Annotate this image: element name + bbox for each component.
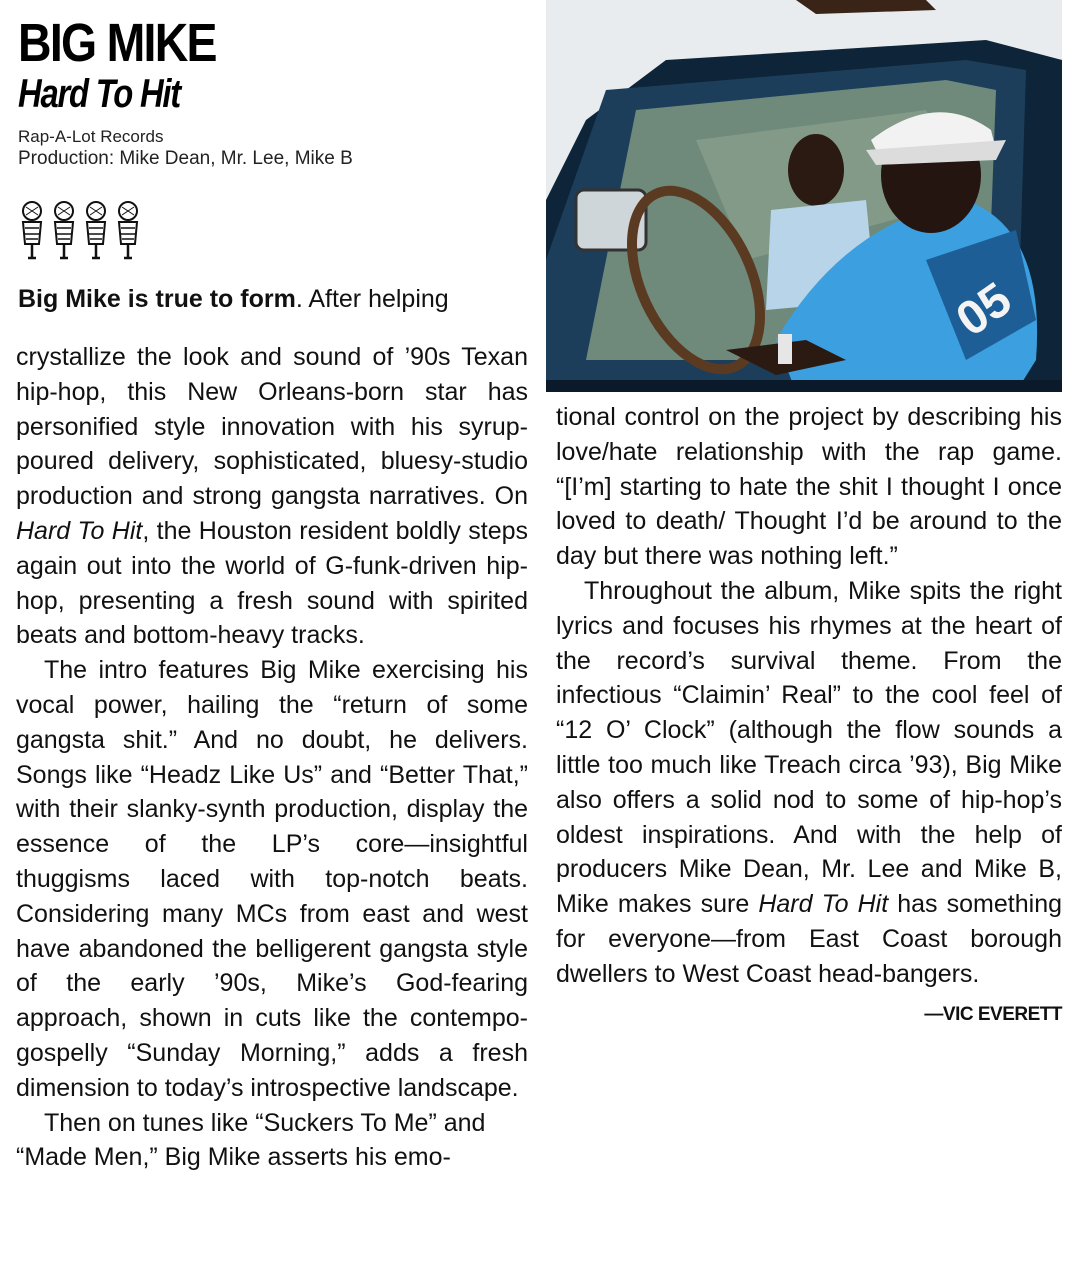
microphone-icon (82, 200, 110, 264)
microphone-icon (50, 200, 78, 264)
paragraph-3: Then on tunes like “Suckers To Me” and “Made Men,” Big Mike asserts his emo- (16, 1108, 486, 1172)
paragraph-1-text: crystallize the look and sound of ’90s Texan hip-hop, this New Orleans-born star has personified style innovation with his syrup-poured delivery, sophisticated, bluesy-studio production and strong gangsta narratives. On (16, 343, 528, 511)
paragraph-5-text: Throughout the album, Mike spits the right lyrics and focuses his rhymes at the heart of the record’s survival theme. From the infectious “Claimin’ Real” to the cool feel of “12 O’ Clock” (although the flow sounds a little too much like Treach circa ’93), Big Mike also offers a solid nod to some of hip-hop’s oldest inspirations. And with the help of producers Mike Dean, Mr. Lee and Mike B, Mike makes sure (556, 576, 1062, 919)
paragraph-4: tional control on the project by describing his love/hate relationship with the rap game. “[I’m] starting to hate the shit I thought I once loved to death/ Thought I’d be around to the day but there was nothing left.” (556, 403, 1062, 571)
production-credits: Production: Mike Dean, Mr. Lee, Mike B (18, 148, 353, 169)
artist-name: BIG MIKE (18, 13, 216, 73)
microphone-icon (18, 200, 46, 264)
jersey-number: 05 (946, 272, 1022, 347)
album-title-inline-2: Hard To Hit (758, 890, 889, 919)
artist-photo (546, 0, 1062, 392)
paragraph-1 (16, 340, 528, 653)
reviewer-byline: —VIC EVERETT (924, 1003, 1062, 1025)
mic-rating (18, 200, 142, 264)
paragraph-5-end: has something for everyone—from East Coast borough dwellers to West Coast head-bangers. (556, 890, 1062, 988)
photo-illustration (546, 0, 1062, 392)
lead-rest: . After helping (295, 285, 449, 313)
right-column (556, 400, 1062, 1032)
paragraph-5 (556, 574, 1062, 1025)
record-label: Rap-A-Lot Records (18, 127, 164, 146)
album-title-inline: Hard To Hit (16, 516, 143, 545)
review-header (18, 14, 538, 171)
microphone-icon (114, 200, 142, 264)
lead-bold: Big Mike is true to form (18, 285, 296, 313)
album-title: Hard To Hit (18, 72, 181, 116)
left-column (16, 340, 528, 1175)
lead-sentence (18, 282, 526, 316)
paragraph-1-end: , the Houston resident boldly steps again out into the world of G-funk-driven hip-hop, presenting a fresh sound with spirited beats and bottom-heavy tracks. (16, 516, 529, 650)
album-meta (18, 126, 538, 171)
paragraph-2: The intro features Big Mike exercising his vocal power, hailing the “return of some gangsta shit.” And no doubt, he delivers. Songs like “Headz Like Us” and “Better That,” with their slanky-synth production, display the essence of the LP’s core—insightful thuggisms laced with top-notch beats. Considering many MCs from east and west have abandoned the belligerent gangsta style of the early ’90s, Mike’s God-fearing approach, shown in cuts like the contempo-gospelly “Sunday Morning,” adds a fresh dimension to today’s introspective landscape. (16, 656, 528, 1102)
